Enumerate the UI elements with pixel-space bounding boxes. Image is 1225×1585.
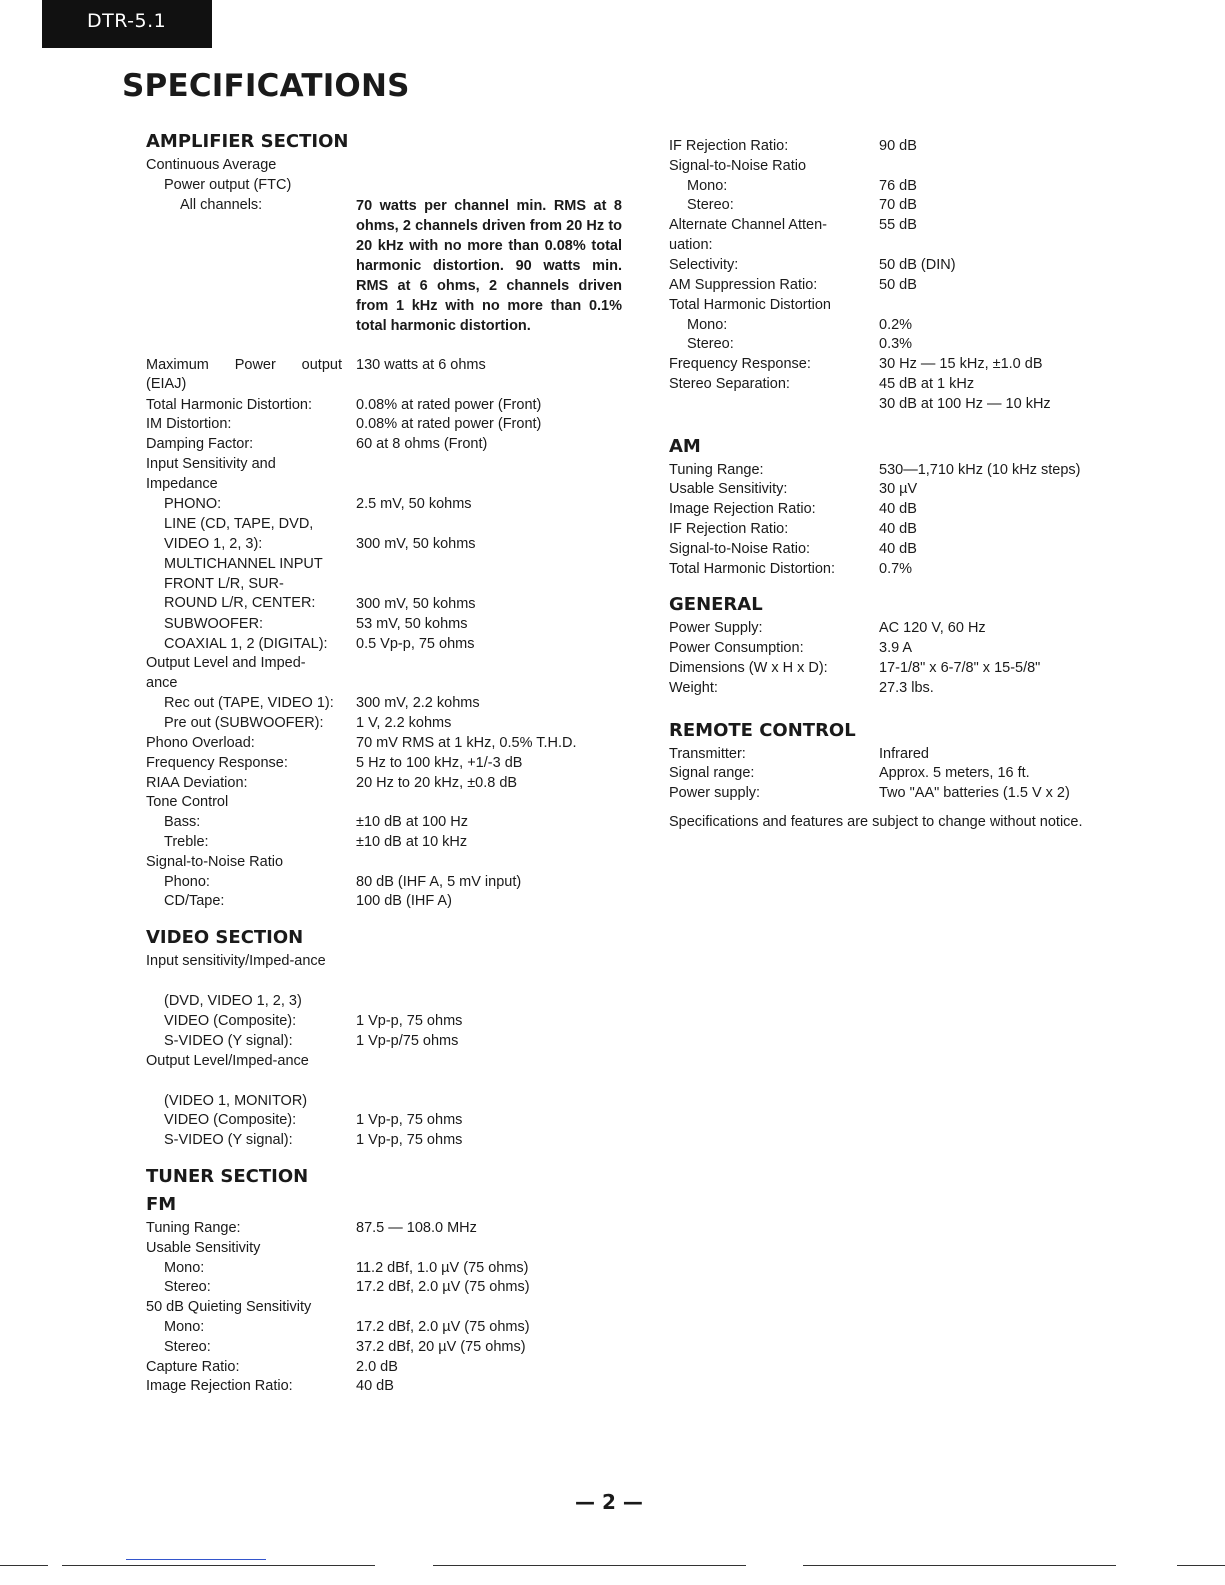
spec-row: Image Rejection Ratio: 40 dB [146, 1377, 626, 1397]
spec-value: 50 dB (DIN) [879, 257, 956, 274]
spec-row: Total Harmonic Distortion: 0.7% [669, 560, 1159, 580]
spec-row: S-VIDEO (Y signal): 1 Vp-p/75 ohms [146, 1032, 626, 1052]
spec-row: Output Level/Imped-ance [146, 1052, 309, 1069]
am-section [669, 433, 1159, 580]
spec-value: 70 watts per channel min. RMS at 8 ohms, 2 channels driven from 20 Hz to 20 kHz with no more than 0.08% total harmonic distortion. 90 watts min. RMS at 6 ohms, 2 channels driven from 1 kHz with no more than 0.1% total harmonic distortion. [356, 197, 622, 334]
spec-row: (DVD, VIDEO 1, 2, 3) [164, 993, 302, 1010]
spec-value: 0.2% [879, 316, 913, 333]
spec-value: 50 dB [879, 276, 917, 293]
tuner-section-title: TUNER SECTION [146, 1165, 309, 1187]
spec-row: PHONO: 2.5 mV, 50 kohms [146, 495, 626, 515]
spec-row: LINE (CD, TAPE, DVD, VIDEO 1, 2, 3): 300 mV, 50 kohms [146, 515, 626, 555]
spec-row: COAXIAL 1, 2 (DIGITAL): 0.5 Vp-p, 75 ohms [146, 635, 626, 655]
spec-value: 17.2 dBf, 2.0 µV (75 ohms) [356, 1318, 530, 1335]
spec-row: Rec out (TAPE, VIDEO 1): 300 mV, 2.2 kohms [146, 694, 626, 714]
spec-row: Stereo Separation: 45 dB at 1 kHz [669, 375, 1159, 395]
spec-row [669, 395, 1159, 415]
spec-row: Power output (FTC) [164, 176, 292, 193]
spec-value: 40 dB [879, 540, 917, 557]
spec-row: Power Supply: AC 120 V, 60 Hz [669, 619, 1159, 639]
spec-value: 300 mV, 50 kohms [356, 535, 476, 552]
spec-value: 2.0 dB [356, 1358, 398, 1375]
spec-row: Pre out (SUBWOOFER): 1 V, 2.2 kohms [146, 714, 626, 734]
spec-row: Output Level and Imped-ance [146, 655, 306, 692]
spec-value: AC 120 V, 60 Hz [879, 620, 986, 637]
spec-value: 80 dB (IHF A, 5 mV input) [356, 873, 522, 890]
spec-row: Dimensions (W x H x D): 17-1/8" x 6-7/8" x 15-5/8" [669, 659, 1159, 679]
page-number: — 2 — [575, 1490, 643, 1514]
spec-row: (VIDEO 1, MONITOR) [164, 1092, 308, 1109]
spec-value: 11.2 dBf, 1.0 µV (75 ohms) [356, 1259, 529, 1276]
spec-value: Two "AA" batteries (1.5 V x 2) [879, 785, 1070, 802]
spec-row: Stereo: 17.2 dBf, 2.0 µV (75 ohms) [146, 1278, 626, 1298]
spec-row: Signal-to-Noise Ratio: 40 dB [669, 540, 1159, 560]
spec-value: 55 dB [879, 217, 917, 234]
fm-continued-section [669, 137, 1159, 415]
spec-value: Infrared [879, 745, 929, 762]
spec-row: Selectivity: 50 dB (DIN) [669, 256, 1159, 276]
spec-value: ±10 dB at 10 kHz [356, 833, 468, 850]
spec-value: 70 mV RMS at 1 kHz, 0.5% T.H.D. [356, 734, 577, 751]
spec-value: 40 dB [879, 520, 917, 537]
spec-row: Mono: 76 dB [669, 177, 1159, 197]
spec-value: 0.7% [879, 560, 913, 577]
spec-value: 40 dB [356, 1378, 394, 1395]
spec-row: Power Consumption: 3.9 A [669, 639, 1159, 659]
spec-value: 45 dB at 1 kHz [879, 375, 975, 392]
spec-value: 130 watts at 6 ohms [356, 356, 486, 373]
spec-row: Stereo: 37.2 dBf, 20 µV (75 ohms) [146, 1338, 626, 1358]
spec-row: MULTICHANNEL INPUT FRONT L/R, SUR-ROUND L/R, CENTER: 300 mV, 50 kohms [146, 555, 626, 615]
remote-section-title: REMOTE CONTROL [669, 719, 856, 741]
spec-row: All channels: 70 watts per channel min. RMS at 8 ohms, 2 channels driven from 20 Hz to 20 kHz with no more than 0.08% total harmonic distortion. 90 watts min. RMS at 6 ohms, 2 channels driven from 1 kHz with no more than 0.1% total harmonic distortion. [180, 196, 622, 334]
spec-value: 2.5 mV, 50 kohms [356, 495, 472, 512]
spec-row: Frequency Response: 5 Hz to 100 kHz, +1/-3 dB [146, 754, 626, 774]
spec-row: Total Harmonic Distortion: 0.08% at rated power (Front) [146, 396, 626, 416]
footer-rule [803, 1565, 1116, 1566]
spec-row: Usable Sensitivity [146, 1239, 261, 1256]
spec-row: RIAA Deviation: 20 Hz to 20 kHz, ±0.8 dB [146, 774, 626, 794]
spec-row: Alternate Channel Atten-uation: 55 dB [669, 216, 1159, 256]
spec-row: Tuning Range: 530—1,710 kHz (10 kHz steps) [669, 461, 1159, 481]
spec-row: IF Rejection Ratio: 40 dB [669, 520, 1159, 540]
spec-value: 1 V, 2.2 kohms [356, 715, 452, 732]
spec-value: 20 Hz to 20 kHz, ±0.8 dB [356, 774, 518, 791]
general-section [669, 591, 1159, 698]
spec-row: Power supply: Two "AA" batteries (1.5 V x 2) [669, 784, 1159, 804]
tuner-section [146, 1163, 626, 1397]
spec-value: 530—1,710 kHz (10 kHz steps) [879, 461, 1081, 478]
left-column [146, 128, 626, 1397]
amplifier-section-title: AMPLIFIER SECTION [146, 131, 349, 152]
spec-row: Mono: 11.2 dBf, 1.0 µV (75 ohms) [146, 1259, 626, 1279]
spec-change-notice: Specifications and features are subject to change without notice. [669, 814, 1083, 830]
spec-row: 50 dB Quieting Sensitivity [146, 1299, 312, 1316]
spec-row: Stereo: 70 dB [669, 196, 1159, 216]
spec-row: Tuning Range: 87.5 — 108.0 MHz [146, 1219, 626, 1239]
spec-value: 0.08% at rated power (Front) [356, 396, 542, 413]
spec-row: Usable Sensitivity: 30 µV [669, 480, 1159, 500]
spec-value: 76 dB [879, 177, 917, 194]
spec-value: 30 µV [879, 481, 918, 498]
spec-value: 300 mV, 2.2 kohms [356, 695, 480, 712]
footer-rule [1177, 1565, 1225, 1566]
footer-rule [62, 1565, 375, 1566]
spec-row: Treble: ±10 dB at 10 kHz [146, 833, 626, 853]
model-label: DTR-5.1 [87, 10, 167, 32]
video-section-title: VIDEO SECTION [146, 927, 304, 949]
spec-row: Image Rejection Ratio: 40 dB [669, 500, 1159, 520]
spec-value: 0.08% at rated power (Front) [356, 416, 542, 433]
spec-row: Phono: 80 dB (IHF A, 5 mV input) [146, 873, 626, 893]
spec-value: 90 dB [879, 138, 917, 154]
spec-value: 60 at 8 ohms (Front) [356, 436, 488, 453]
spec-row: Tone Control [146, 794, 229, 811]
spec-value: 100 dB (IHF A) [356, 893, 452, 910]
spec-value: 1 Vp-p, 75 ohms [356, 1132, 463, 1149]
spec-value: 37.2 dBf, 20 µV (75 ohms) [356, 1338, 526, 1355]
spec-row: Total Harmonic Distortion [669, 296, 831, 313]
spec-value: 1 Vp-p, 75 ohms [356, 1112, 463, 1129]
spec-value: 17-1/8" x 6-7/8" x 15-5/8" [879, 659, 1041, 676]
spec-value: 40 dB [879, 501, 917, 518]
spec-value: 53 mV, 50 kohms [356, 615, 468, 632]
model-tab [42, 0, 212, 48]
amplifier-section [146, 128, 626, 912]
spec-row: Damping Factor: 60 at 8 ohms (Front) [146, 435, 626, 455]
page-title: SPECIFICATIONS [122, 68, 410, 104]
spec-row: Maximum Power output (EIAJ) 130 watts at 6 ohms [146, 356, 626, 396]
spec-value: 70 dB [879, 197, 917, 214]
spec-value: 30 dB at 100 Hz — 10 kHz [879, 395, 1051, 412]
am-section-title: AM [669, 435, 701, 457]
spec-row: Mono: 17.2 dBf, 2.0 µV (75 ohms) [146, 1318, 626, 1338]
spec-value: Approx. 5 meters, 16 ft. [879, 765, 1030, 782]
spec-row: Capture Ratio: 2.0 dB [146, 1358, 626, 1378]
spec-row: Transmitter: Infrared [669, 745, 1159, 765]
spec-row: Signal-to-Noise Ratio [669, 157, 807, 174]
spec-value: 87.5 — 108.0 MHz [356, 1219, 477, 1236]
spec-row: Frequency Response: 30 Hz — 15 kHz, ±1.0 dB [669, 355, 1159, 375]
spec-value: 27.3 lbs. [879, 679, 934, 696]
spec-value: 0.3% [879, 336, 913, 353]
fm-subtitle: FM [146, 1193, 177, 1215]
spec-row: CD/Tape: 100 dB (IHF A) [146, 892, 626, 912]
right-column [669, 137, 1159, 804]
spec-row: VIDEO (Composite): 1 Vp-p, 75 ohms [146, 1111, 626, 1131]
spec-row: IM Distortion: 0.08% at rated power (Front) [146, 415, 626, 435]
spec-row: S-VIDEO (Y signal): 1 Vp-p, 75 ohms [146, 1131, 626, 1151]
spec-row: Input sensitivity/Imped-ance [146, 953, 326, 970]
footer-rule [433, 1565, 746, 1566]
spec-row: Weight: 27.3 lbs. [669, 679, 1159, 699]
spec-row: Input Sensitivity and Impedance [146, 455, 276, 492]
spec-value: 1 Vp-p, 75 ohms [356, 1012, 463, 1029]
remote-section [669, 717, 1159, 804]
spec-value: 17.2 dBf, 2.0 µV (75 ohms) [356, 1279, 530, 1296]
spec-value: 1 Vp-p/75 ohms [356, 1032, 459, 1049]
spec-row: Signal range: Approx. 5 meters, 16 ft. [669, 764, 1159, 784]
video-section [146, 924, 626, 1151]
spec-row: AM Suppression Ratio: 50 dB [669, 276, 1159, 296]
spec-value: 300 mV, 50 kohms [356, 595, 476, 612]
spec-value: 30 Hz — 15 kHz, ±1.0 dB [879, 356, 1043, 373]
footer-link-rule [126, 1559, 266, 1560]
spec-value: 0.5 Vp-p, 75 ohms [356, 635, 475, 652]
spec-row: Mono: 0.2% [669, 316, 1159, 336]
spec-row: Bass: ±10 dB at 100 Hz [146, 813, 626, 833]
spec-value: ±10 dB at 100 Hz [356, 814, 468, 831]
spec-row: Signal-to-Noise Ratio [146, 853, 284, 870]
footer-rule [0, 1565, 48, 1566]
general-section-title: GENERAL [669, 594, 763, 616]
spec-row: Stereo: 0.3% [669, 335, 1159, 355]
spec-value: 5 Hz to 100 kHz, +1/-3 dB [356, 754, 523, 771]
spec-row: Phono Overload: 70 mV RMS at 1 kHz, 0.5% T.H.D. [146, 734, 626, 754]
spec-row: Continuous Average [146, 157, 277, 173]
spec-row: VIDEO (Composite): 1 Vp-p, 75 ohms [146, 1012, 626, 1032]
spec-row: IF Rejection Ratio: 90 dB [669, 137, 1159, 157]
spec-row: SUBWOOFER: 53 mV, 50 kohms [146, 615, 626, 635]
spec-value: 3.9 A [879, 640, 913, 657]
